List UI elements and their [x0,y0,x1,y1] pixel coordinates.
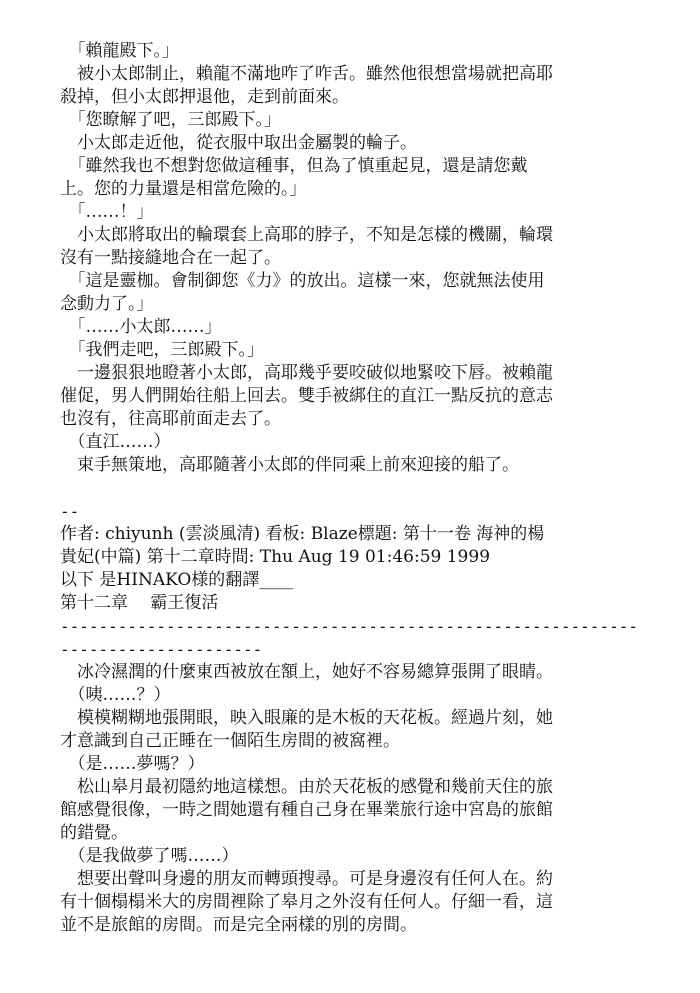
text-line: 小太郎將取出的輪環套上高耶的脖子，不知是怎樣的機關，輪環 [60,225,553,245]
header-time-line: 貴妃(中篇) 第十二章時間: Thu Aug 19 01:46:59 1999 [60,547,491,567]
text-line: （是我做夢了嗎……） [60,846,239,866]
separator-short: -- [60,502,80,521]
separator-long: --------------------- [60,640,263,659]
text-line: 上。您的力量還是相當危險的。」 [60,179,307,199]
post-header [60,523,680,615]
text-line: 館感覺很像，一時之間她還有種自己身在畢業旅行途中宮島的旅館 [60,800,553,820]
text-line: 想要出聲叫身邊的朋友而轉頭搜尋。可是身邊沒有任何人在。約 [60,869,553,889]
text-line: 的錯覺。 [60,823,128,843]
header-author-line: 作者: chiyunh (雲淡風清) 看板: Blaze標題: 第十一卷 海神的楊 [60,524,545,544]
text-line: 並不是旅館的房間。而是完全兩樣的別的房間。 [60,915,417,935]
text-line: 模模糊糊地張開眼，映入眼廉的是木板的天花板。經過片刻，她 [60,708,553,728]
text-line: 「雖然我也不想對您做這種事，但為了慎重起見，還是請您戴 [60,156,528,176]
story-section-1 [60,40,680,477]
text-line: 也沒有，往高耶前面走去了。 [60,409,281,429]
chapter-title: 第十二章 霸王復活 [60,593,219,613]
text-line: 束手無策地，高耶隨著小太郎的伴同乘上前來迎接的船了。 [60,455,519,475]
text-line: 殺掉，但小太郎押退他，走到前面來。 [60,87,349,107]
text-line: 「……小太郎……」 [60,317,222,337]
text-line: 「……！」 [60,202,154,222]
text-line: 有十個榻榻米大的房間裡除了皋月之外沒有任何人。仔細一看，這 [60,892,553,912]
text-line: （是……夢嗎？） [60,754,205,774]
story-section-2 [60,661,680,937]
text-line: 念動力了。」 [60,294,154,314]
document-page [60,40,680,937]
text-line: 小太郎走近他，從衣服中取出金屬製的輪子。 [60,133,417,153]
text-line: （直江……） [60,432,171,452]
text-line: 被小太郎制止，賴龍不滿地咋了咋舌。雖然他很想當場就把高耶 [60,64,553,84]
text-line: 「您瞭解了吧，三郎殿下。」 [60,110,281,130]
text-line: 才意識到自己正睡在一個陌生房間的被窩裡。 [60,731,400,751]
text-line: 一邊狠狠地瞪著小太郎，高耶幾乎要咬破似地緊咬下唇。被賴龍 [60,363,553,383]
text-line: （咦……？） [60,685,171,705]
separator-long: ------------------------------------------------------------ [60,617,638,636]
text-line: 「這是靈枷。會制御您《力》的放出。這樣一來，您就無法使用 [60,271,545,291]
text-line: 沒有一點接縫地合在一起了。 [60,248,281,268]
text-line: 「賴龍殿下。」 [60,41,179,61]
header-translator-line: 以下 是HINAKO様的翻譯____ [60,570,294,590]
blank-line [60,477,680,500]
text-line: 「我們走吧，三郎殿下。」 [60,340,264,360]
text-line: 催促，男人們開始往船上回去。雙手被綁住的直江一點反抗的意志 [60,386,553,406]
text-line: 冰冷濕潤的什麼東西被放在額上，她好不容易總算張開了眼睛。 [60,662,553,682]
text-line: 松山皋月最初隱約地這樣想。由於天花板的感覺和幾前天住的旅 [60,777,553,797]
